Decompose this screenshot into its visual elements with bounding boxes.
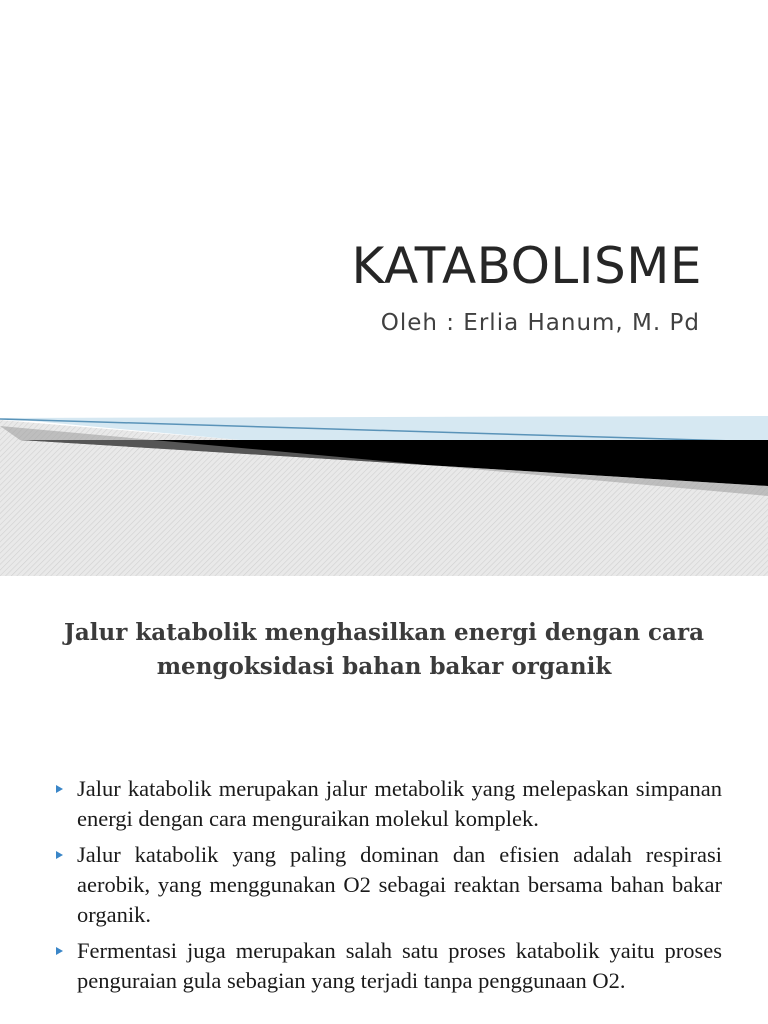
slide-heading: Jalur katabolik menghasilkan energi dengan cara mengoksidasi bahan bakar organik — [64, 619, 704, 680]
decorative-swoosh — [0, 400, 768, 576]
bullet-list — [56, 774, 722, 1002]
bullet-item — [56, 840, 722, 930]
slide-title: KATABOLISME — [351, 237, 702, 295]
bullet-item — [56, 936, 722, 996]
triangle-bullet-icon — [56, 851, 63, 859]
content-slide — [0, 576, 768, 1024]
triangle-bullet-icon — [56, 947, 63, 955]
slide-subtitle: Oleh : Erlia Hanum, M. Pd — [380, 310, 700, 336]
bullet-text: Jalur katabolik yang paling dominan dan efisien adalah respirasi aerobik, yang menggunakan O2 sebagai reaktan bersama bahan bakar organik. — [77, 842, 722, 927]
triangle-bullet-icon — [56, 785, 63, 793]
bullet-item — [56, 774, 722, 834]
bullet-text: Fermentasi juga merupakan salah satu proses katabolik yaitu proses penguraian gula sebagian yang terjadi tanpa penggunaan O2. — [77, 938, 722, 993]
bullet-text: Jalur katabolik merupakan jalur metabolik yang melepaskan simpanan energi dengan cara menguraikan molekul komplek. — [77, 776, 722, 831]
